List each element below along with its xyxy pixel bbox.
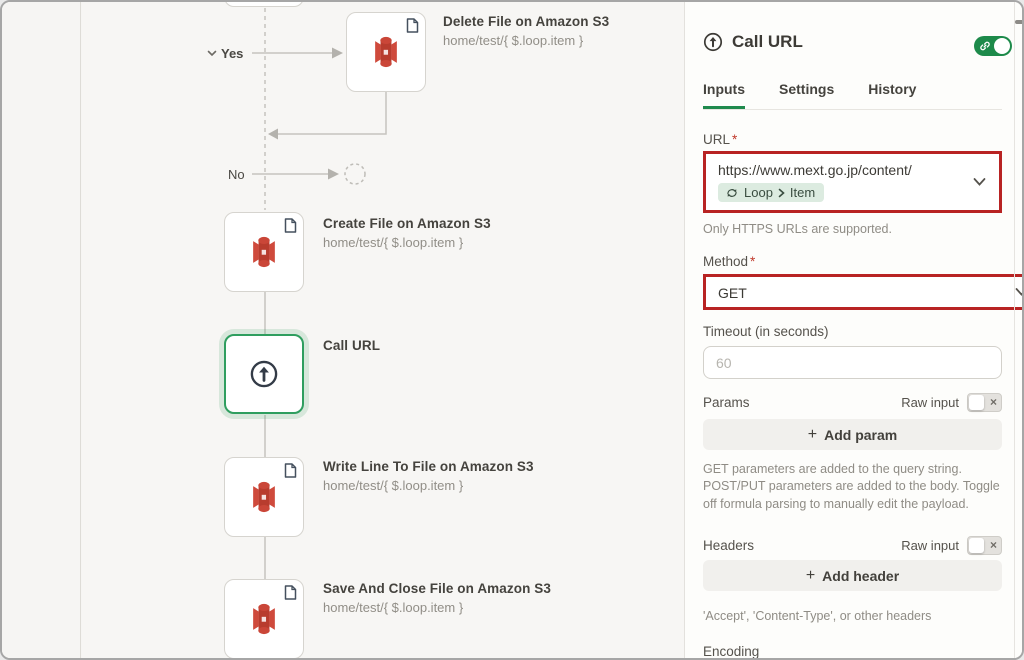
offscreen-node-partial[interactable] [224,0,304,7]
raw-input-label: Raw input [901,538,959,553]
node-create-file-s3[interactable] [224,212,304,292]
required-asterisk: * [732,132,738,147]
tab-settings[interactable]: Settings [779,81,835,97]
method-value: GET [718,285,747,301]
chevron-down-icon [1015,288,1024,297]
panel-title: Call URL [732,32,803,51]
headers-row [703,536,1002,555]
url-field[interactable] [703,151,1002,213]
document-icon [284,463,297,478]
params-helper-text: GET parameters are added to the query string. POST/PUT parameters are added to the body. Toggle off formula parsing to manually edit the payload. [703,462,1000,511]
method-select[interactable] [703,274,1024,310]
toggle-off-glyph: × [989,395,997,409]
toggle-off-glyph: × [989,538,997,552]
panel-scrollbar-track[interactable] [1014,2,1015,658]
node-delete-file-s3[interactable] [346,12,426,92]
document-icon [284,218,297,233]
amazon-s3-icon [247,600,281,638]
node-call-url[interactable] [224,334,304,414]
tab-inputs[interactable]: Inputs [703,81,745,109]
method-label: Method * [703,254,756,269]
amazon-s3-icon [247,478,281,516]
loop-icon [725,186,739,200]
branch-label-text: Yes [221,46,244,61]
tab-history[interactable]: History [868,81,917,97]
toggle-knob [969,395,984,410]
required-asterisk: * [750,254,756,269]
loop-item-token[interactable] [718,183,824,202]
call-url-icon [249,359,279,389]
node-label-block [323,459,534,493]
amazon-s3-icon [247,233,281,271]
branch-no-label[interactable] [228,167,245,182]
branch-label-text: No [228,167,245,182]
link-toggle[interactable] [974,36,1012,56]
url-label: URL * [703,132,738,147]
panel-tabs [703,81,1002,110]
chevron-down-icon[interactable] [973,178,986,187]
node-label-block [443,14,609,48]
panel-scrollbar-thumb[interactable] [1015,20,1024,24]
add-param-button[interactable]: + Add param [703,419,1002,450]
workflow-canvas[interactable] [82,2,684,658]
headers-helper-text: 'Accept', 'Content-Type', or other headers [703,609,932,623]
branch-yes-label[interactable] [207,46,243,61]
toggle-knob [969,538,984,553]
token-source: Loop [744,185,773,200]
token-field: Item [789,185,816,200]
connector-lines [82,2,684,658]
params-label: Params [703,395,750,410]
node-title: Create File on Amazon S3 [323,216,491,231]
document-icon [406,18,419,33]
params-raw-toggle[interactable] [967,393,1002,412]
node-subtitle: home/test/{ $.loop.item } [323,235,464,250]
node-title: Write Line To File on Amazon S3 [323,459,534,474]
node-title: Call URL [323,338,381,353]
node-label-block [323,216,491,250]
chain-link-icon [978,39,992,53]
timeout-input[interactable] [703,346,1002,379]
node-title: Save And Close File on Amazon S3 [323,581,551,596]
node-subtitle: home/test/{ $.loop.item } [443,33,584,48]
node-subtitle: home/test/{ $.loop.item } [323,478,464,493]
chevron-right-icon [778,188,785,198]
call-url-icon [703,32,723,52]
timeout-label: Timeout (in seconds) [703,324,829,339]
url-helper-text: Only HTTPS URLs are supported. [703,222,892,236]
toggle-knob [994,38,1010,54]
node-label-block [323,338,380,353]
inspector-panel [684,2,1024,658]
node-title: Delete File on Amazon S3 [443,14,610,29]
chevron-down-icon [207,50,217,57]
amazon-s3-icon [369,33,403,71]
encoding-label: Encoding [703,644,760,659]
headers-label: Headers [703,538,755,553]
node-save-close-s3[interactable] [224,579,304,659]
left-rail [2,2,81,658]
node-label-block [323,581,551,615]
add-header-button[interactable]: + Add header [703,560,1002,591]
headers-raw-toggle[interactable] [967,536,1002,555]
plus-icon: + [805,566,816,584]
raw-input-label: Raw input [901,395,959,410]
document-icon [284,585,297,600]
node-write-line-s3[interactable] [224,457,304,537]
params-row [703,393,1002,412]
node-subtitle: home/test/{ $.loop.item } [323,600,464,615]
plus-icon: + [807,425,818,443]
url-value[interactable]: https://www.mext.go.jp/content/ [718,162,912,178]
panel-header [703,32,1002,52]
